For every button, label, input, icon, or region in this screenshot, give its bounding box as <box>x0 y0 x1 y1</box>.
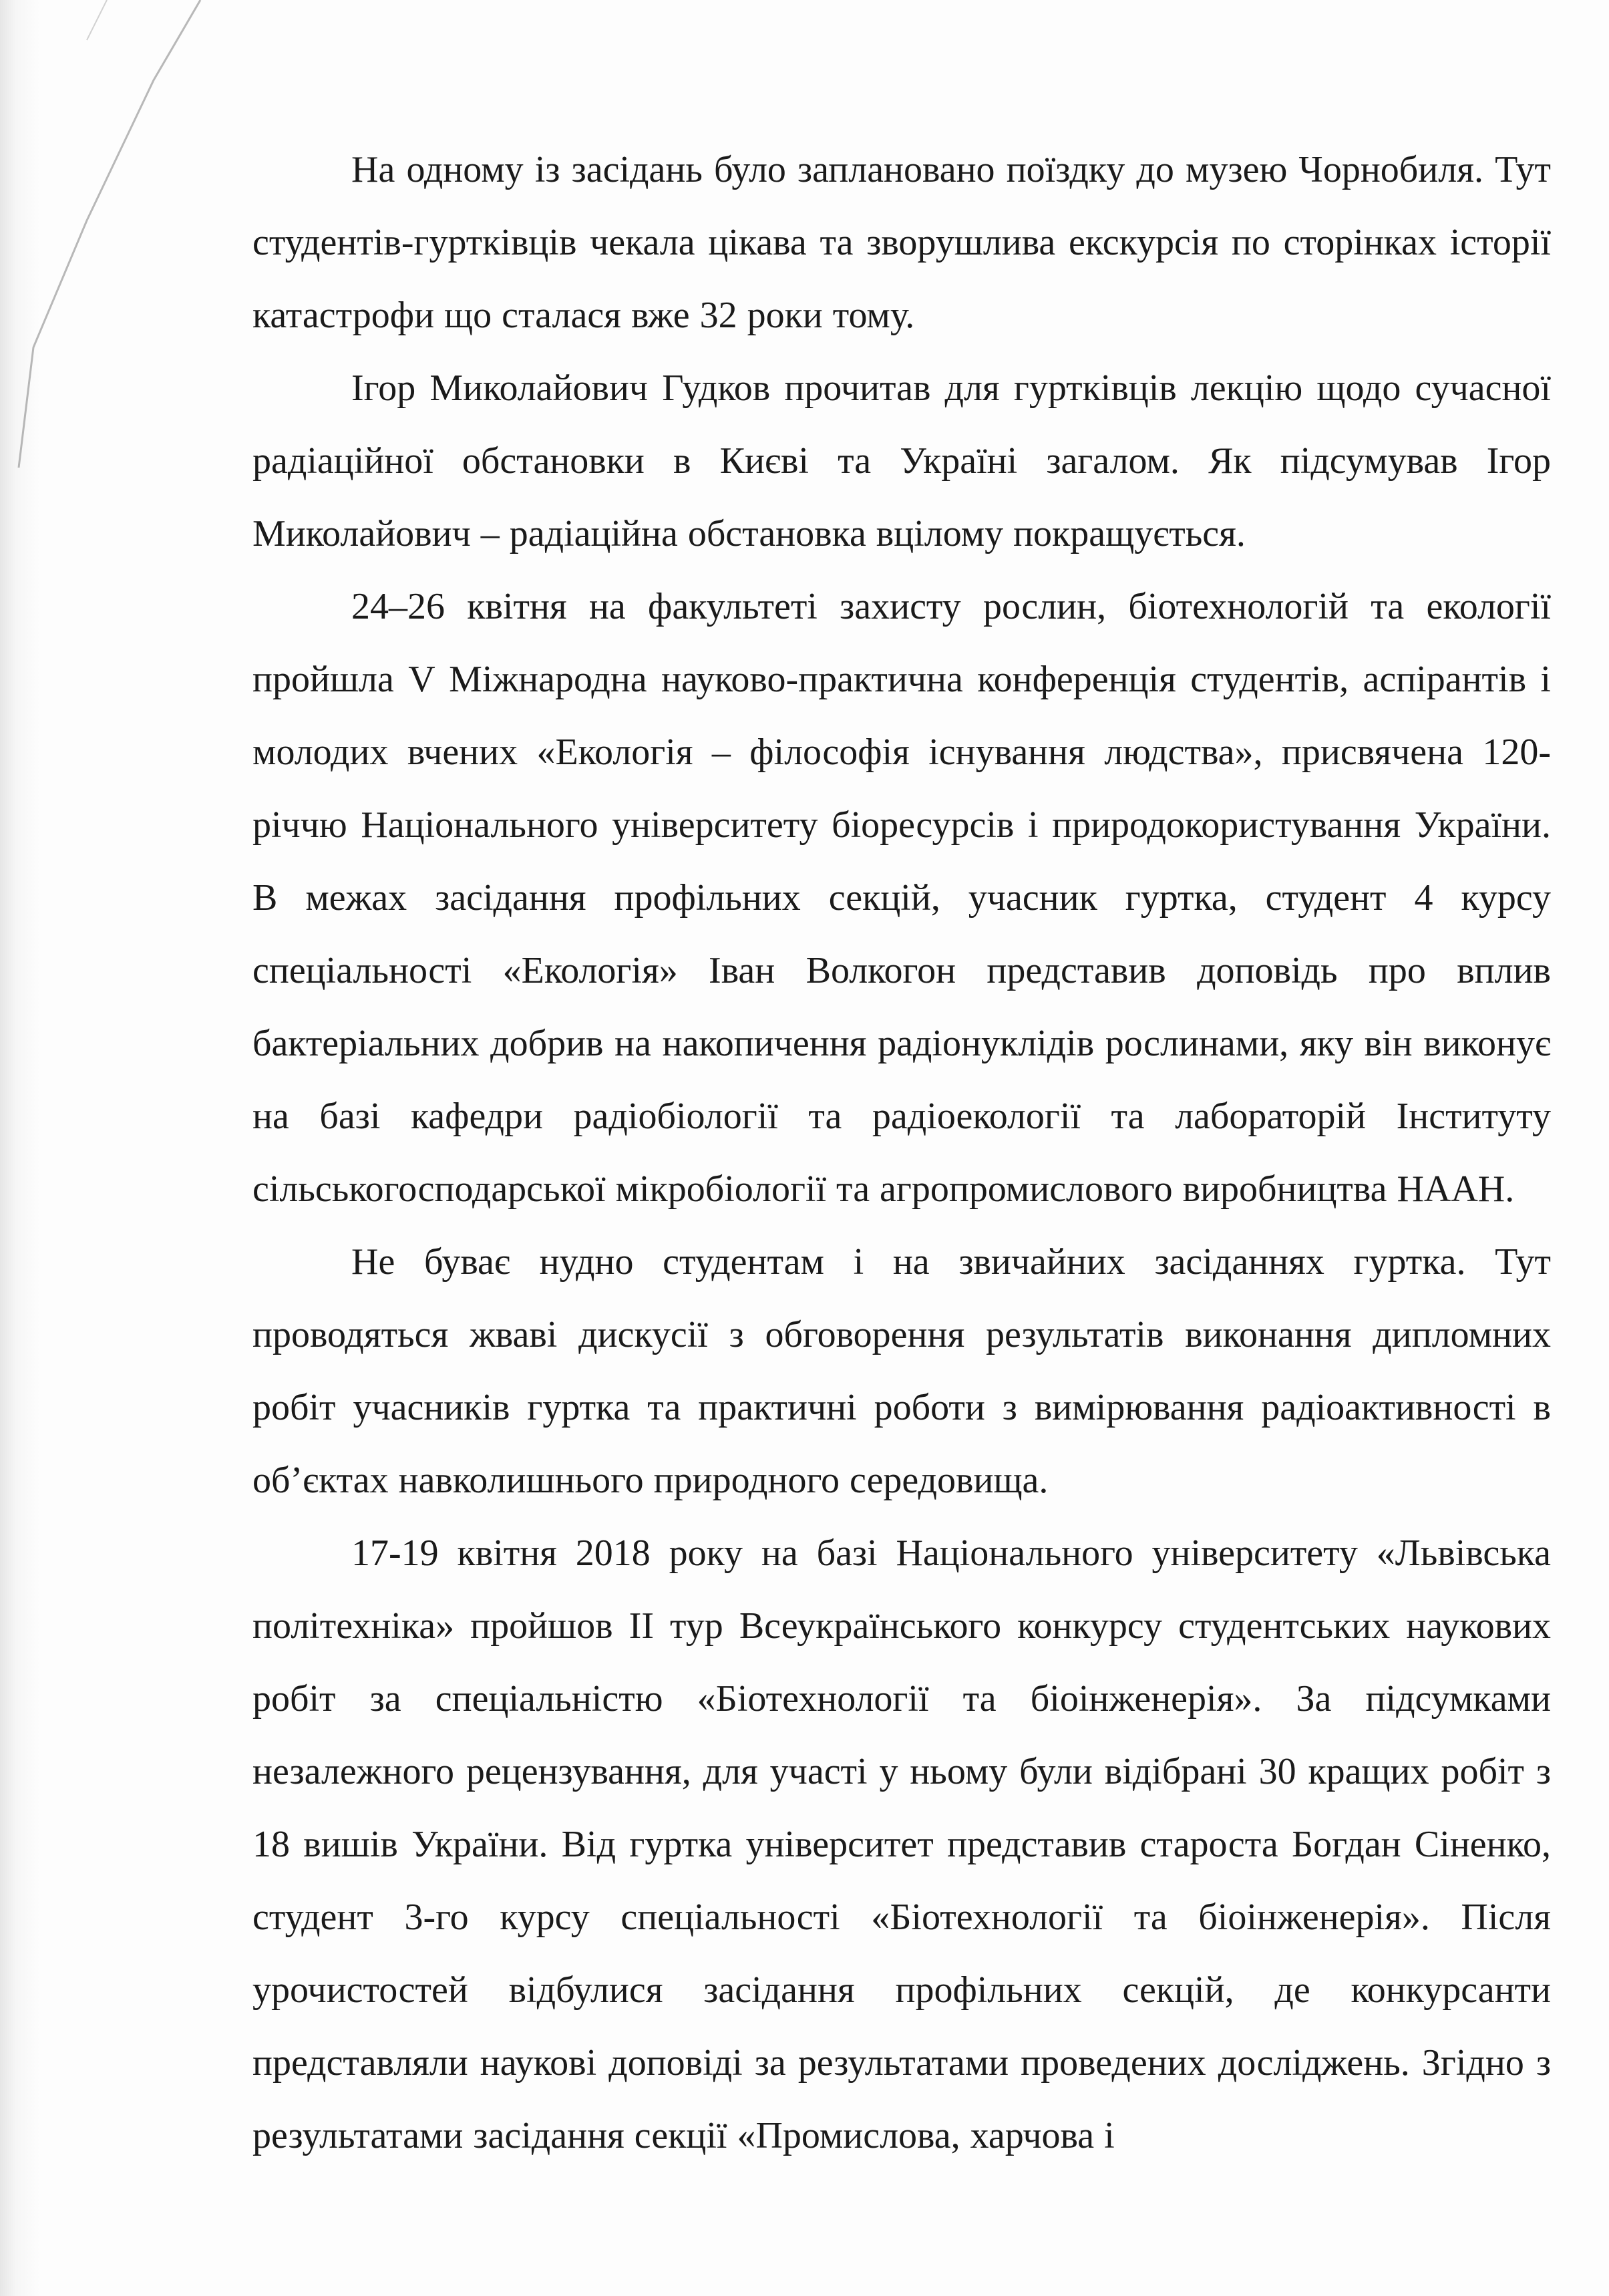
scan-artifact-line <box>7 0 207 468</box>
paragraph-competition: 17-19 квітня 2018 року на базі Національного університету «Львівська політехніка» пройшов ІІ тур Всеукраїнського конкурсу студентських наукових робіт за спеціальністю «Біотехнології та біоінженерія». За підсумками незалежного рецензування, для участі у ньому були відібрані 30 кращих робіт з 18 вишів України. Від гуртка університет представив староста Богдан Сіненко, студент 3-го курсу спеціальності «Біотехнології та біоінженерія». Після урочистостей відбулися засідання профільних секцій, де конкурсанти представляли наукові доповіді за результатами проведених досліджень. Згідно з результатами засідання секції «Промислова, харчова і <box>252 1532 1551 2156</box>
document-body <box>252 134 1551 2172</box>
paragraph-conference: 24–26 квітня на факультеті захисту рослин, біотехнологій та екології пройшла V Міжнародна науково-практична конференція студентів, аспірантів і молодих вчених «Екологія – філософія існування людства», присвячена 120-річчю Національного університету біоресурсів і природокористування України. В межах засідання профільних секцій, учасник гуртка, студент 4 курсу спеціальності «Екологія» Іван Волкогон представив доповідь про вплив бактеріальних добрив на накопичення радіонуклідів рослинами, яку він виконує на базі кафедри радіобіології та радіоекології та лабораторій Інституту сільськогосподарської мікробіології та агропромислового виробництва НААН. <box>252 586 1551 1210</box>
paragraph-lecture: Ігор Миколайович Гудков прочитав для гуртківців лекцію щодо сучасної радіаційної обстановки в Києві та Україні загалом. Як підсумував Ігор Миколайович – радіаційна обстановка вцілому покращується. <box>252 367 1551 554</box>
paragraph-chornobyl-museum: На одному із засідань було заплановано поїздку до музею Чорнобиля. Тут студентів-гуртківців чекала цікава та зворушлива екскурсія по сторінках історії катастрофи що сталася вже 32 роки тому. <box>252 149 1551 336</box>
paragraph-meetings: Не буває нудно студентам і на звичайних засіданнях гуртка. Тут проводяться жваві дискусії з обговорення результатів виконання дипломних робіт учасників гуртка та практичні роботи з вимірювання радіоактивності в об’єктах навколишнього природного середовища. <box>252 1241 1551 1501</box>
